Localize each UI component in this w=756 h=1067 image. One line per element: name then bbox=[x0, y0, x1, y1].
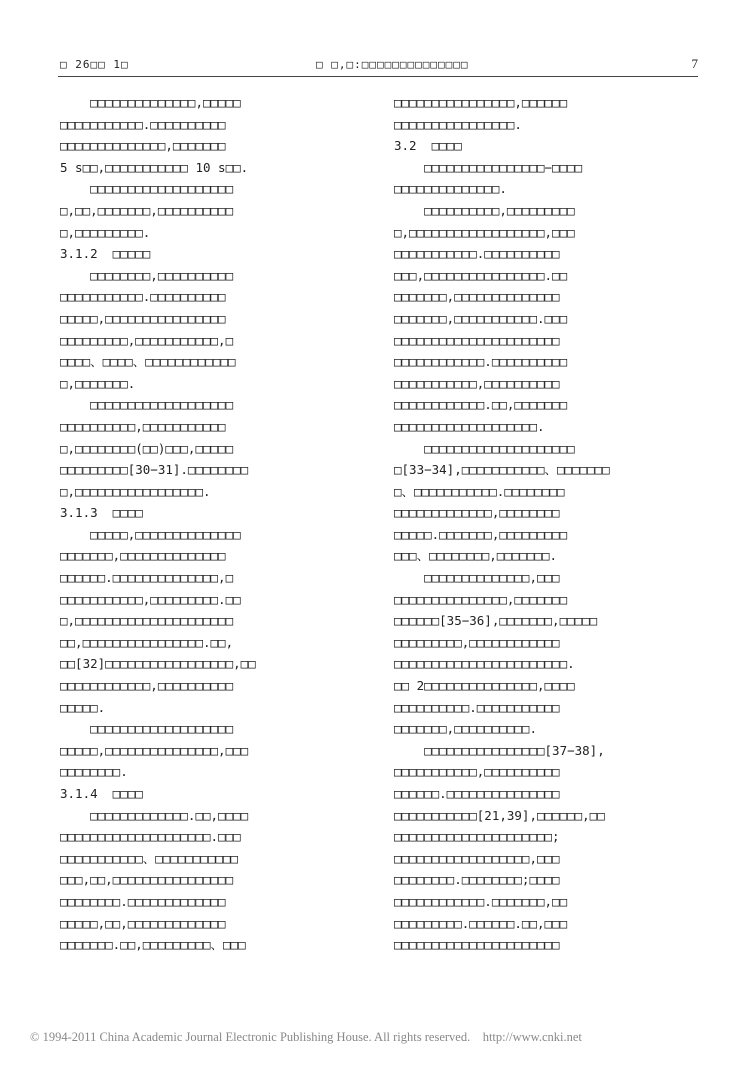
right-text-line: □□□□□□□□□□□□.□□□□□□□□□□ bbox=[394, 354, 568, 370]
right-text-line: □□ 2□□□□□□□□□□□□□□□,□□□□ bbox=[394, 678, 575, 694]
running-header-journal: □ 26□□ 1□ bbox=[60, 58, 129, 71]
right-text-line: □□□□□□□□□□□□.□□□□□□□,□□ bbox=[394, 893, 568, 909]
left-text-line: □□□□□□□□□□□□□□□□□□□□.□□□ bbox=[60, 829, 241, 845]
left-text-line: □□□□□□□□□[30−31].□□□□□□□□ bbox=[60, 462, 249, 478]
right-text-line: □□□□□□□□□□□□□□□□−□□□□ bbox=[394, 159, 583, 175]
left-text-line: □,□□□□□□□□□. bbox=[60, 224, 151, 240]
right-text-line: □□□□□□□□□□□□.□□,□□□□□□□ bbox=[394, 397, 568, 413]
left-text-line: □□□□□□□□,□□□□□□□□□□ bbox=[60, 267, 234, 283]
left-text-line: □□□□□□□□□□□.□□□□□□□□□□ bbox=[60, 116, 226, 132]
left-text-line: □,□□□□□□□□□□□□□□□□□. bbox=[60, 483, 211, 499]
right-text-line: □□□□□□□□□□□□□□□□. bbox=[394, 116, 522, 132]
left-text-line: □,□□□□□□□□□□□□□□□□□□□□□ bbox=[60, 613, 234, 629]
header-rule bbox=[58, 76, 698, 77]
right-text-line: □□□□□□□□□□□□□□□□□□□□ bbox=[394, 440, 575, 456]
left-text-line: □□□□□□.□□□□□□□□□□□□□□,□ bbox=[60, 570, 234, 586]
section-heading: 3.2 □□□□ bbox=[394, 138, 462, 154]
left-text-line: □□□□□,□□,□□□□□□□□□□□□□ bbox=[60, 915, 226, 931]
left-text-line: □,□□□□□□□. bbox=[60, 375, 136, 391]
right-text-line: □□□□□□□□□□□□□□□,□□□□□□□ bbox=[394, 591, 568, 607]
left-text-line: □□□□□□□□□,□□□□□□□□□□□,□ bbox=[60, 332, 234, 348]
page-number: 7 bbox=[691, 56, 698, 71]
right-text-line: □□□□□□□□□□,□□□□□□□□□ bbox=[394, 202, 575, 218]
right-text-line: □□□□□□□□□.□□□□□□.□□,□□□ bbox=[394, 915, 568, 931]
right-text-line: □□□□□.□□□□□□□,□□□□□□□□□ bbox=[394, 526, 568, 542]
left-text-line: □□□□□□□.□□,□□□□□□□□□、□□□ bbox=[60, 937, 246, 953]
running-header-title: □ □,□:□□□□□□□□□□□□□□ bbox=[316, 58, 469, 71]
section-heading: 3.1.3 □□□□ bbox=[60, 505, 143, 521]
right-text-line: □,□□□□□□□□□□□□□□□□□□,□□□ bbox=[394, 224, 575, 240]
right-text-line: □□□□□□.□□□□□□□□□□□□□□□ bbox=[394, 786, 560, 801]
right-text-line: □□□□□□□□□□□□□□□□,□□□□□□ bbox=[394, 95, 568, 110]
right-text-line: □□□□□□□□□□□□□□□□□□□□□; bbox=[394, 829, 560, 845]
left-text-line: □□□□□,□□□□□□□□□□□□□□ bbox=[60, 526, 241, 542]
left-text-line: □□□□□□□□□□□□□□,□□□□□ bbox=[60, 95, 241, 110]
right-text-line: □□□□□□□,□□□□□□□□□□□□□□ bbox=[394, 289, 560, 305]
left-text-line: □□□□□□□□□□□□□□□□□□□ bbox=[60, 181, 234, 197]
right-text-line: □□□□□□□□□□.□□□□□□□□□□□ bbox=[394, 699, 560, 715]
copyright-footer: © 1994-2011 China Academic Journal Electronic Publishing House. All rights reserved. http://www.cnki.net bbox=[30, 1030, 582, 1044]
right-text-line: □□□□□□□□□□□□□,□□□□□□□□ bbox=[394, 505, 560, 521]
left-text-line: □□□□□□□□□□□□□□□□□□□ bbox=[60, 721, 234, 737]
left-text-line: □□□□□□□□□□□□□□□□□□□ bbox=[60, 397, 234, 413]
right-text-line: □□□□□□□□□□□□□□,□□□ bbox=[394, 570, 560, 586]
left-text-line: □□□□□□□□□□□、□□□□□□□□□□□ bbox=[60, 850, 239, 866]
left-text-line: □□□□□□□,□□□□□□□□□□□□□□ bbox=[60, 548, 226, 564]
right-text-line: □、□□□□□□□□□□□.□□□□□□□□ bbox=[394, 483, 565, 499]
left-text-line: □□□□□□□□□□,□□□□□□□□□□□ bbox=[60, 418, 226, 434]
right-text-line: □□□□□□□□□□□[21,39],□□□□□□,□□ bbox=[394, 807, 605, 823]
right-text-line: □□□□□□□□□□□,□□□□□□□□□□ bbox=[394, 764, 560, 780]
right-text-line: □□□□□□□□□□□□□□□□□□,□□□ bbox=[394, 850, 560, 866]
left-text-line: □□□□□□□□□□□,□□□□□□□□□.□□ bbox=[60, 591, 241, 607]
left-text-line: □□,□□□□□□□□□□□□□□□□.□□, bbox=[60, 634, 234, 650]
right-text-line: □□□□□□□□□□□,□□□□□□□□□□ bbox=[394, 375, 560, 391]
right-text-line: □□□□□□□□□□□□□□□□□□□□□□ bbox=[394, 332, 560, 348]
right-text-line: □□□,□□□□□□□□□□□□□□□□.□□ bbox=[394, 267, 568, 283]
left-text-column bbox=[60, 92, 360, 956]
left-text-line: □□□□□. bbox=[60, 699, 106, 715]
left-text-line: □,□□,□□□□□□□,□□□□□□□□□□ bbox=[60, 202, 234, 218]
right-text-line: □□□□□□□□□□□□□□□□[37−38], bbox=[394, 742, 605, 758]
left-text-line: □□□,□□,□□□□□□□□□□□□□□□□ bbox=[60, 872, 234, 888]
right-text-line: □[33−34],□□□□□□□□□□□、□□□□□□□ bbox=[394, 462, 610, 478]
right-text-line: □□□□□□□□□□□□□□□□□□□□□□ bbox=[394, 937, 560, 953]
right-text-line: □□□□□□□□.□□□□□□□□;□□□□ bbox=[394, 872, 560, 888]
right-text-line: □□□□□□□□□□□□□□□□□□□. bbox=[394, 418, 545, 434]
left-text-line: □□□□□,□□□□□□□□□□□□□□□□ bbox=[60, 310, 226, 326]
right-text-line: □□□、□□□□□□□□,□□□□□□□. bbox=[394, 548, 558, 564]
right-text-line: □□□□□□□□□□□□□□□□□□□□□□□. bbox=[394, 656, 575, 672]
right-text-line: □□□□□□[35−36],□□□□□□□,□□□□□ bbox=[394, 613, 598, 629]
left-text-line: □□□□□□□□□□□□□.□□,□□□□ bbox=[60, 807, 249, 823]
left-text-line: □□□□□,□□□□□□□□□□□□□□□,□□□ bbox=[60, 742, 249, 758]
left-text-line: □□□□□□□□. bbox=[60, 764, 128, 780]
left-text-line: □□[32]□□□□□□□□□□□□□□□□□,□□ bbox=[60, 656, 256, 672]
left-text-line: □,□□□□□□□□(□□)□□□,□□□□□ bbox=[60, 440, 234, 456]
section-heading: 3.1.4 □□□□ bbox=[60, 786, 143, 801]
right-text-line: □□□□□□□,□□□□□□□□□□. bbox=[394, 721, 537, 737]
right-text-line: □□□□□□□□□,□□□□□□□□□□□□ bbox=[394, 634, 560, 650]
right-text-line: □□□□□□□□□□□.□□□□□□□□□□ bbox=[394, 246, 560, 262]
left-text-line: □□□□□□□□□□□.□□□□□□□□□□ bbox=[60, 289, 226, 305]
right-text-line: □□□□□□□,□□□□□□□□□□□.□□□ bbox=[394, 310, 568, 326]
left-text-line: □□□□□□□□□□□□,□□□□□□□□□□ bbox=[60, 678, 234, 694]
left-text-line: 5 s□□,□□□□□□□□□□□ 10 s□□. bbox=[60, 159, 249, 175]
left-text-line: □□□□□□□□.□□□□□□□□□□□□□ bbox=[60, 893, 226, 909]
left-text-line: □□□□、□□□□、□□□□□□□□□□□□ bbox=[60, 354, 236, 370]
right-text-line: □□□□□□□□□□□□□□. bbox=[394, 181, 507, 197]
section-heading: 3.1.2 □□□□□ bbox=[60, 246, 151, 262]
left-text-line: □□□□□□□□□□□□□□,□□□□□□□ bbox=[60, 138, 226, 154]
right-text-column bbox=[394, 92, 694, 956]
